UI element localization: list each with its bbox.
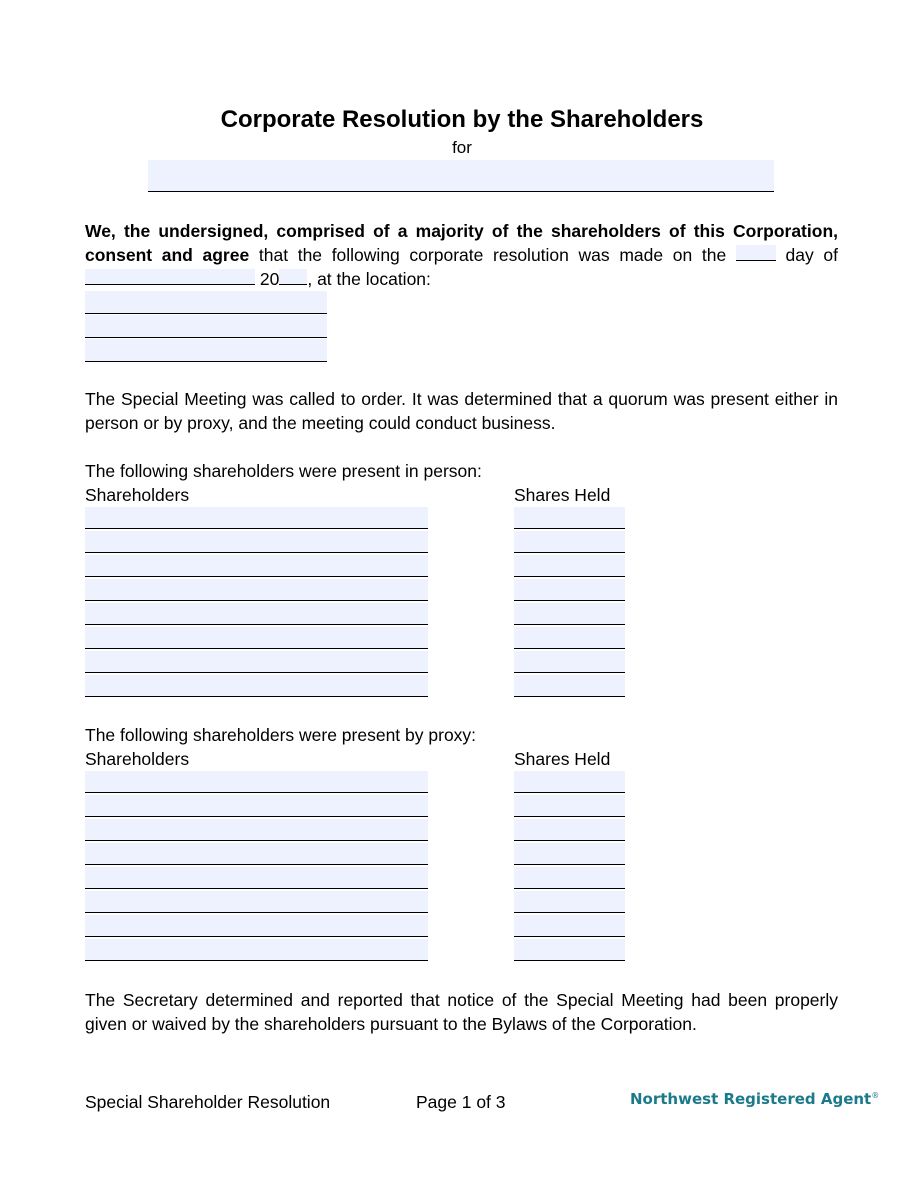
year-prefix: 20 [259,269,280,289]
location-label: , at the location: [307,269,431,289]
proxy-shareholder-field[interactable] [85,915,428,937]
proxy-shares-held-column-header: Shares Held [514,749,611,769]
in-person-shares-field[interactable] [514,555,625,577]
location-line-3[interactable] [85,339,327,362]
proxy-shareholder-field[interactable] [85,867,428,889]
shareholders-column-header: Shareholders [85,485,190,505]
proxy-shares-field[interactable] [514,819,625,841]
proxy-shareholder-field[interactable] [85,891,428,913]
location-line-2[interactable] [85,315,327,338]
proxy-shares-field[interactable] [514,843,625,865]
document-title: Corporate Resolution by the Shareholders [220,106,704,133]
corporation-name-field[interactable] [148,160,774,192]
in-person-shares-field[interactable] [514,627,625,649]
for-label: for [452,138,472,157]
proxy-shareholder-field[interactable] [85,771,428,793]
proxy-shares-field[interactable] [514,867,625,889]
secretary-paragraph: The Secretary determined and reported that notice of the Special Meeting had been properly given or waived by the shareholders pursuant to the Bylaws of the Corporation. [85,990,838,1034]
shares-held-column-header: Shares Held [514,485,611,505]
in-person-shares-field[interactable] [514,675,625,697]
in-person-shares-field[interactable] [514,651,625,673]
in-person-shareholder-field[interactable] [85,555,428,577]
proxy-shares-field[interactable] [514,915,625,937]
month-field[interactable] [85,269,255,285]
day-field[interactable] [736,245,776,261]
proxy-shareholder-field[interactable] [85,843,428,865]
meeting-paragraph: The Special Meeting was called to order. It was determined that a quorum was present either in person or by proxy, and the meeting could conduct business. [85,389,838,433]
in-person-shareholder-field[interactable] [85,603,428,625]
proxy-shareholders-column-header: Shareholders [85,749,190,769]
year-field[interactable] [279,269,307,285]
proxy-shares-field[interactable] [514,771,625,793]
intro-bold-text: We, the undersigned, comprised of a majority of the shareholders of this Corporation, consent and agree [85,221,838,265]
in-person-shares-field[interactable] [514,579,625,601]
location-line-1[interactable] [85,291,327,314]
in-person-shareholder-field[interactable] [85,675,428,697]
in-person-shareholder-field[interactable] [85,531,428,553]
brand-name: Northwest Registered Agent [630,1090,872,1108]
proxy-shareholder-field[interactable] [85,795,428,817]
in-person-shares-field[interactable] [514,507,625,529]
in-person-shareholder-field[interactable] [85,507,428,529]
day-of-label: day of [785,245,838,265]
in-person-shares-field[interactable] [514,531,625,553]
intro-paragraph [85,219,838,291]
proxy-shares-field[interactable] [514,795,625,817]
in-person-shareholder-field[interactable] [85,579,428,601]
footer-doc-name: Special Shareholder Resolution [85,1092,331,1112]
intro-text: that the following corporate resolution was made on the [249,245,727,265]
proxy-shares-field[interactable] [514,939,625,961]
proxy-shareholder-field[interactable] [85,939,428,961]
in-person-shareholder-field[interactable] [85,627,428,649]
brand-logo [630,1090,879,1108]
in-person-heading: The following shareholders were present in person: [85,461,482,481]
proxy-shares-field[interactable] [514,891,625,913]
footer-page-info: Page 1 of 3 [416,1092,506,1112]
proxy-heading: The following shareholders were present by proxy: [85,725,477,745]
proxy-shareholder-field[interactable] [85,819,428,841]
in-person-shares-field[interactable] [514,603,625,625]
registered-mark: ® [871,1091,880,1100]
in-person-shareholder-field[interactable] [85,651,428,673]
